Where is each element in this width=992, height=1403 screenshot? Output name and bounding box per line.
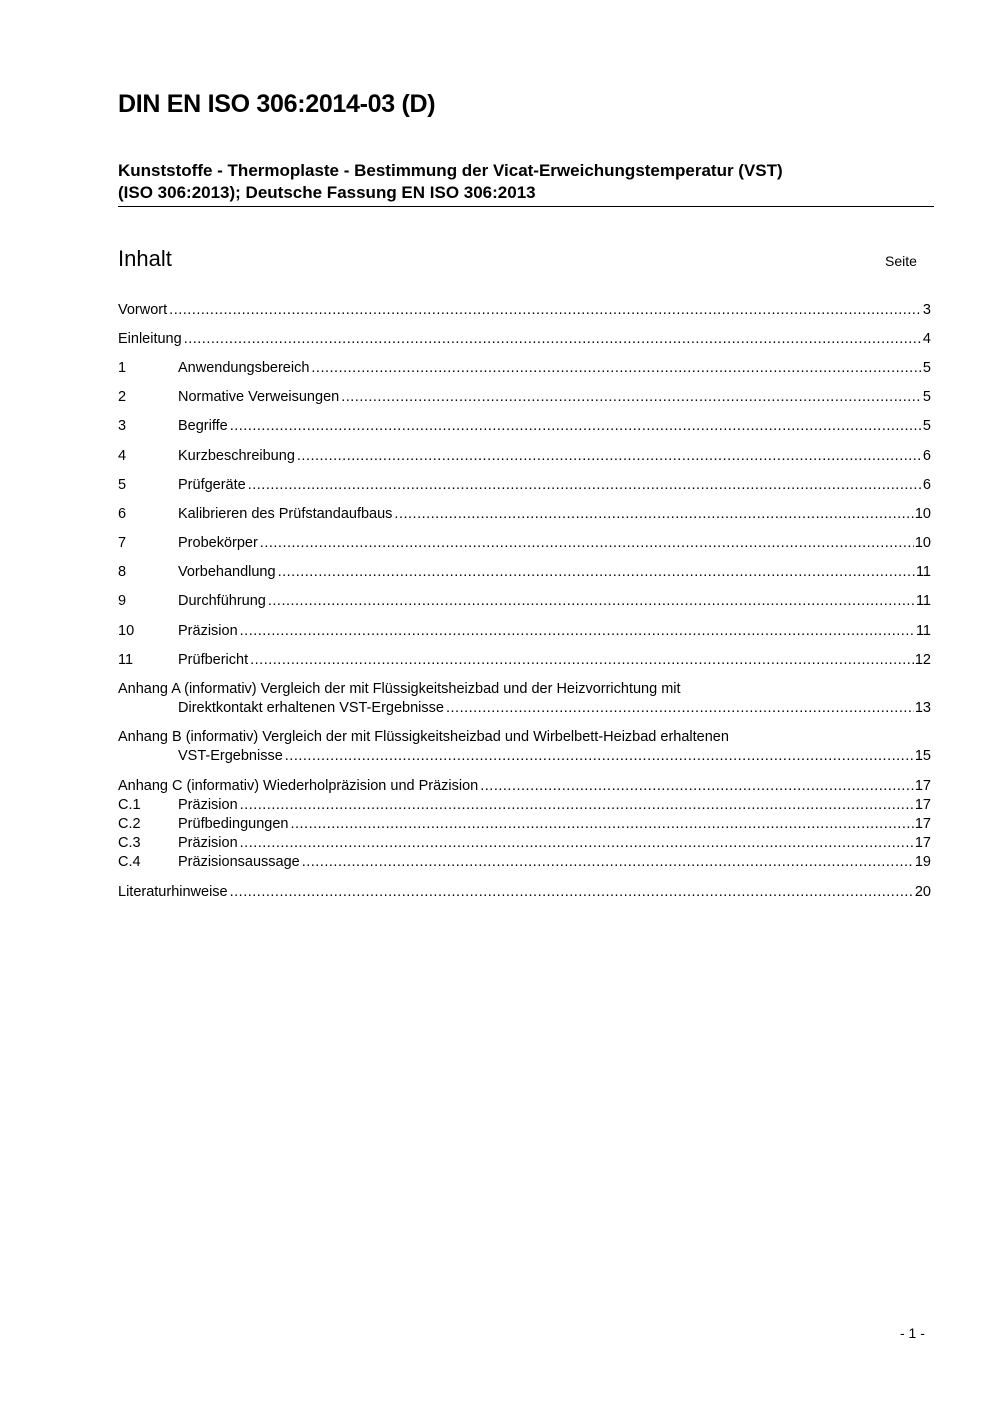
toc-entry-page: 19 (914, 854, 931, 870)
toc-leader (278, 564, 915, 580)
toc-entry-title: Prüfbericht (178, 652, 249, 668)
toc-entry-section-8[interactable] (118, 564, 931, 584)
toc-leader (446, 700, 914, 716)
toc-entry-title: Präzision (178, 835, 238, 851)
toc-leader (311, 360, 922, 376)
toc-entry-page: 12 (914, 652, 931, 668)
toc-leader (250, 652, 914, 668)
toc-entry-section-9[interactable] (118, 593, 931, 613)
toc-entry-page: 10 (914, 506, 931, 522)
toc-entry-number: 9 (118, 593, 127, 609)
toc-entry-annex-b-line-1[interactable]: Anhang B (informativ) Vergleich der mit Flüssigkeitsheizbad und Wirbelbett-Heizbad erhaltenen (118, 729, 729, 745)
toc-entry-number: C.3 (118, 835, 141, 851)
toc-leader (240, 797, 914, 813)
toc-entry-vorwort[interactable] (118, 302, 931, 322)
toc-entry-title: Prüfbedingungen (178, 816, 289, 832)
toc-leader (169, 302, 922, 318)
toc-entry-title: Literaturhinweise (118, 884, 228, 900)
toc-entry-title: Kalibrieren des Prüfstandaufbaus (178, 506, 393, 522)
toc-entry-title: Prüfgeräte (178, 477, 246, 493)
toc-entry-number: 11 (118, 652, 134, 668)
toc-entry-number: 5 (118, 477, 127, 493)
toc-leader (248, 477, 922, 493)
toc-entry-annex-a[interactable] (118, 700, 931, 720)
toc-entry-page: 6 (922, 448, 931, 464)
toc-entry-section-11[interactable] (118, 652, 931, 672)
toc-leader (394, 506, 913, 522)
page-number: - 1 - (900, 1325, 925, 1341)
toc-leader (230, 884, 914, 900)
toc-entry-number: 2 (118, 389, 127, 405)
toc-entry-c4[interactable] (118, 854, 931, 874)
toc-entry-page: 4 (922, 331, 931, 347)
toc-entry-section-2[interactable] (118, 389, 931, 409)
toc-entry-title: Präzision (178, 623, 238, 639)
toc-entry-section-5[interactable] (118, 477, 931, 497)
title-divider (118, 206, 934, 207)
toc-entry-number: 7 (118, 535, 127, 551)
toc-leader (302, 854, 914, 870)
toc-entry-title: Normative Verweisungen (178, 389, 340, 405)
toc-entry-title: VST-Ergebnisse (178, 748, 283, 764)
toc-entry-page: 15 (914, 748, 931, 764)
toc-entry-page: 11 (915, 593, 931, 609)
toc-entry-page: 17 (914, 797, 931, 813)
toc-entry-annex-a-line-1[interactable]: Anhang A (informativ) Vergleich der mit Flüssigkeitsheizbad und der Heizvorrichtung mit (118, 681, 681, 697)
toc-entry-c2[interactable] (118, 816, 931, 836)
toc-entry-title: Anhang C (informativ) Wiederholpräzision und Präzision (118, 778, 479, 794)
toc-entry-c1[interactable] (118, 797, 931, 817)
toc-entry-page: 5 (922, 418, 931, 434)
toc-leader (285, 748, 914, 764)
toc-entry-annex-b[interactable] (118, 748, 931, 768)
toc-entry-section-7[interactable] (118, 535, 931, 555)
toc-entry-bibliography[interactable] (118, 884, 931, 904)
toc-entry-page: 17 (914, 778, 931, 794)
toc-entry-number: C.4 (118, 854, 141, 870)
toc-leader (297, 448, 922, 464)
toc-entry-number: 6 (118, 506, 127, 522)
toc-entry-title: Probekörper (178, 535, 258, 551)
toc-leader (240, 623, 915, 639)
toc-entry-number: 8 (118, 564, 127, 580)
toc-entry-einleitung[interactable] (118, 331, 931, 351)
toc-entry-title: Präzision (178, 797, 238, 813)
toc-leader (260, 535, 914, 551)
toc-entry-page: 13 (914, 700, 931, 716)
toc-entry-section-6[interactable] (118, 506, 931, 526)
toc-entry-section-10[interactable] (118, 623, 931, 643)
toc-leader (480, 778, 914, 794)
subtitle-line-2: (ISO 306:2013); Deutsche Fassung EN ISO 306:2013 (118, 183, 536, 202)
toc-entry-page: 20 (914, 884, 931, 900)
toc-leader (268, 593, 915, 609)
toc-entry-title: Vorbehandlung (178, 564, 276, 580)
toc-entry-title: Präzisionsaussage (178, 854, 300, 870)
toc-entry-title: Begriffe (178, 418, 228, 434)
toc-leader (240, 835, 914, 851)
toc-entry-number: C.2 (118, 816, 141, 832)
toc-entry-title: Anwendungsbereich (178, 360, 310, 376)
toc-entry-section-1[interactable] (118, 360, 931, 380)
toc-entry-number: 10 (118, 623, 135, 639)
toc-entry-page: 5 (922, 389, 931, 405)
toc-entry-number: 4 (118, 448, 127, 464)
toc-entry-page: 6 (922, 477, 931, 493)
subtitle-line-1: Kunststoffe - Thermoplaste - Bestimmung der Vicat-Erweichungstemperatur (VST) (118, 161, 783, 180)
toc-entry-title: Einleitung (118, 331, 182, 347)
toc-leader (184, 331, 922, 347)
toc-entry-section-3[interactable] (118, 418, 931, 438)
toc-entry-number: C.1 (118, 797, 141, 813)
toc-leader (230, 418, 922, 434)
toc-entry-c3[interactable] (118, 835, 931, 855)
document-title: DIN EN ISO 306:2014-03 (D) (118, 90, 436, 118)
toc-leader (290, 816, 913, 832)
toc-entry-page: 17 (914, 835, 931, 851)
toc-entry-page: 5 (922, 360, 931, 376)
toc-entry-page: 11 (915, 623, 931, 639)
toc-entry-title: Durchführung (178, 593, 266, 609)
toc-leader (341, 389, 922, 405)
toc-entry-title: Kurzbeschreibung (178, 448, 295, 464)
toc-entry-page: 10 (914, 535, 931, 551)
toc-page-label: Seite (885, 253, 917, 269)
toc-entry-section-4[interactable] (118, 448, 931, 468)
toc-heading: Inhalt (118, 246, 172, 271)
toc-entry-annex-c[interactable] (118, 778, 931, 798)
toc-entry-title: Vorwort (118, 302, 168, 318)
toc-entry-title: Direktkontakt erhaltenen VST-Ergebnisse (178, 700, 444, 716)
toc-entry-number: 3 (118, 418, 127, 434)
toc-entry-page: 17 (914, 816, 931, 832)
toc-entry-page: 3 (922, 302, 931, 318)
toc-entry-page: 11 (915, 564, 931, 580)
toc-entry-number: 1 (118, 360, 127, 376)
document-subtitle (118, 160, 934, 204)
